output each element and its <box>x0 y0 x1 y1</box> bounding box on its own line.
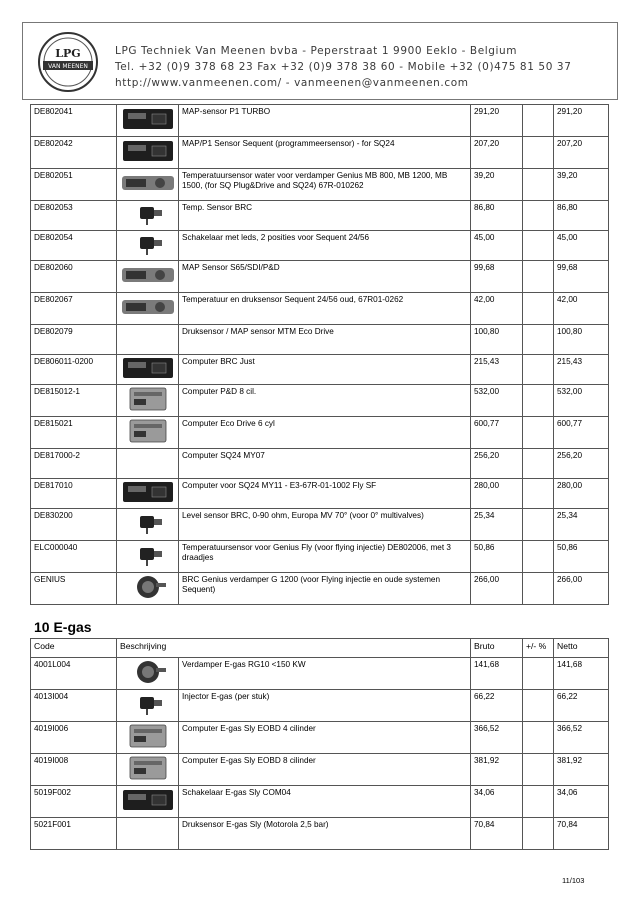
price-bruto: 381,92 <box>471 754 523 786</box>
product-description: MAP-sensor P1 TURBO <box>179 105 471 137</box>
page-number: 11/103 <box>562 876 585 885</box>
price-netto: 34,06 <box>554 786 609 818</box>
price-bruto: 42,00 <box>471 293 523 325</box>
product-code: DE830200 <box>31 509 117 541</box>
product-photo <box>120 479 176 508</box>
table-row <box>31 417 609 449</box>
product-code: DE802053 <box>31 201 117 231</box>
price-netto: 291,20 <box>554 105 609 137</box>
product-image <box>117 105 179 137</box>
price-netto: 381,92 <box>554 754 609 786</box>
price-netto: 215,43 <box>554 355 609 385</box>
table-row <box>31 261 609 293</box>
discount-percent <box>523 169 554 201</box>
column-header-netto: Netto <box>554 639 609 658</box>
product-description: Schakelaar E-gas Sly COM04 <box>179 786 471 818</box>
product-description: MAP Sensor S65/SDI/P&D <box>179 261 471 293</box>
product-photo <box>120 573 176 604</box>
price-netto: 45,00 <box>554 231 609 261</box>
product-code: DE817000-2 <box>31 449 117 479</box>
company-logo <box>37 31 99 93</box>
product-photo <box>120 294 176 323</box>
product-photo <box>120 787 176 816</box>
table-row <box>31 385 609 417</box>
product-image <box>117 658 179 690</box>
price-netto: 99,68 <box>554 261 609 293</box>
product-image <box>117 509 179 541</box>
price-netto: 70,84 <box>554 818 609 850</box>
price-bruto: 280,00 <box>471 479 523 509</box>
discount-percent <box>523 722 554 754</box>
product-code: GENIUS <box>31 573 117 605</box>
price-bruto: 66,22 <box>471 690 523 722</box>
product-description: Verdamper E-gas RG10 <150 KW <box>179 658 471 690</box>
product-image <box>117 690 179 722</box>
table-row <box>31 231 609 261</box>
table-row <box>31 137 609 169</box>
product-photo <box>120 542 176 571</box>
discount-percent <box>523 754 554 786</box>
product-image <box>117 325 179 355</box>
product-image <box>117 573 179 605</box>
product-table-egas <box>30 638 609 850</box>
table-row <box>31 325 609 355</box>
discount-percent <box>523 231 554 261</box>
product-description: Druksensor / MAP sensor MTM Eco Drive <box>179 325 471 355</box>
product-description: MAP/P1 Sensor Sequent (programmeersensor) - for SQ24 <box>179 137 471 169</box>
table-row <box>31 658 609 690</box>
price-bruto: 99,68 <box>471 261 523 293</box>
product-photo <box>120 722 176 753</box>
price-netto: 100,80 <box>554 325 609 355</box>
product-code: DE802054 <box>31 231 117 261</box>
column-header-code: Code <box>31 639 117 658</box>
price-netto: 207,20 <box>554 137 609 169</box>
discount-percent <box>523 479 554 509</box>
table-row <box>31 573 609 605</box>
discount-percent <box>523 417 554 449</box>
product-table-sensors <box>30 104 609 605</box>
product-image <box>117 417 179 449</box>
discount-percent <box>523 449 554 479</box>
product-description: Temperatuur en druksensor Sequent 24/56 oud, 67R01-0262 <box>179 293 471 325</box>
product-code: DE817010 <box>31 479 117 509</box>
product-description: Injector E-gas (per stuk) <box>179 690 471 722</box>
svg-text:LPG: LPG <box>55 47 81 60</box>
product-description: Computer E-gas Sly EOBD 8 cilinder <box>179 754 471 786</box>
product-image <box>117 818 179 850</box>
discount-percent <box>523 385 554 417</box>
discount-percent <box>523 293 554 325</box>
product-description: Computer Eco Drive 6 cyl <box>179 417 471 449</box>
product-image <box>117 541 179 573</box>
price-netto: 366,52 <box>554 722 609 754</box>
product-description: Computer BRC Just <box>179 355 471 385</box>
product-photo <box>120 754 176 785</box>
price-bruto: 50,86 <box>471 541 523 573</box>
price-netto: 39,20 <box>554 169 609 201</box>
product-code: DE802041 <box>31 105 117 137</box>
product-code: DE802067 <box>31 293 117 325</box>
column-header-description: Beschrijving <box>117 639 471 658</box>
discount-percent <box>523 786 554 818</box>
table-row <box>31 355 609 385</box>
price-bruto: 141,68 <box>471 658 523 690</box>
price-bruto: 291,20 <box>471 105 523 137</box>
table-row <box>31 169 609 201</box>
product-code: 4013I004 <box>31 690 117 722</box>
price-bruto: 34,06 <box>471 786 523 818</box>
price-bruto: 256,20 <box>471 449 523 479</box>
price-bruto: 215,43 <box>471 355 523 385</box>
product-image <box>117 137 179 169</box>
letterhead <box>22 22 618 100</box>
product-code: 4001L004 <box>31 658 117 690</box>
discount-percent <box>523 690 554 722</box>
price-bruto: 86,80 <box>471 201 523 231</box>
product-photo <box>120 355 176 384</box>
product-description: Temperatuursensor voor Genius Fly (voor flying injectie) DE802006, met 3 draadjes <box>179 541 471 573</box>
product-photo <box>120 691 176 720</box>
price-netto: 66,22 <box>554 690 609 722</box>
product-description: Temp. Sensor BRC <box>179 201 471 231</box>
table-row <box>31 690 609 722</box>
discount-percent <box>523 261 554 293</box>
product-code: DE802051 <box>31 169 117 201</box>
product-photo <box>120 385 176 416</box>
product-image <box>117 754 179 786</box>
price-bruto: 70,84 <box>471 818 523 850</box>
table-row <box>31 541 609 573</box>
table-row <box>31 786 609 818</box>
product-image <box>117 261 179 293</box>
table-row <box>31 509 609 541</box>
discount-percent <box>523 658 554 690</box>
product-description: Computer voor SQ24 MY11 - E3-67R-01-1002 Fly SF <box>179 479 471 509</box>
price-netto: 600,77 <box>554 417 609 449</box>
price-netto: 42,00 <box>554 293 609 325</box>
product-photo <box>120 510 176 539</box>
product-description: Temperatuursensor water voor verdamper Genius MB 800, MB 1200, MB 1500, (for SQ Plug&Drive and SQ24) 67R-010262 <box>179 169 471 201</box>
product-description: Computer P&D 8 cil. <box>179 385 471 417</box>
product-image <box>117 231 179 261</box>
price-netto: 256,20 <box>554 449 609 479</box>
table-row <box>31 754 609 786</box>
price-netto: 280,00 <box>554 479 609 509</box>
product-image <box>117 293 179 325</box>
discount-percent <box>523 201 554 231</box>
product-image <box>117 355 179 385</box>
product-image <box>117 786 179 818</box>
table-row <box>31 479 609 509</box>
discount-percent <box>523 573 554 605</box>
price-bruto: 600,77 <box>471 417 523 449</box>
product-description: Computer SQ24 MY07 <box>179 449 471 479</box>
column-header-percent: +/- % <box>523 639 554 658</box>
product-code: DE802042 <box>31 137 117 169</box>
product-image <box>117 385 179 417</box>
table-row <box>31 722 609 754</box>
product-code: DE802060 <box>31 261 117 293</box>
product-photo <box>120 138 176 167</box>
discount-percent <box>523 137 554 169</box>
product-code: DE806011-0200 <box>31 355 117 385</box>
table-header-row <box>31 639 609 658</box>
column-header-bruto: Bruto <box>471 639 523 658</box>
table-row <box>31 105 609 137</box>
section-title: 10 E-gas <box>34 619 92 635</box>
price-bruto: 25,34 <box>471 509 523 541</box>
price-bruto: 39,20 <box>471 169 523 201</box>
discount-percent <box>523 541 554 573</box>
product-code: 4019I008 <box>31 754 117 786</box>
discount-percent <box>523 818 554 850</box>
discount-percent <box>523 325 554 355</box>
price-netto: 25,34 <box>554 509 609 541</box>
product-image <box>117 449 179 479</box>
product-code: 5019F002 <box>31 786 117 818</box>
product-photo <box>120 106 176 135</box>
product-code: ELC000040 <box>31 541 117 573</box>
price-bruto: 366,52 <box>471 722 523 754</box>
svg-text:VAN MEENEN: VAN MEENEN <box>48 63 88 70</box>
product-description: Computer E-gas Sly EOBD 4 cilinder <box>179 722 471 754</box>
price-bruto: 45,00 <box>471 231 523 261</box>
product-photo <box>120 231 176 260</box>
product-image <box>117 722 179 754</box>
table-row <box>31 201 609 231</box>
price-bruto: 266,00 <box>471 573 523 605</box>
product-photo <box>120 201 176 230</box>
product-description: Level sensor BRC, 0-90 ohm, Europa MV 70° (voor 0° multivalves) <box>179 509 471 541</box>
product-image <box>117 479 179 509</box>
product-code: 4019I006 <box>31 722 117 754</box>
header-phone-line: Tel. +32 (0)9 378 68 23 Fax +32 (0)9 378 38 60 - Mobile +32 (0)475 81 50 37 <box>115 61 572 73</box>
product-code: 5021F001 <box>31 818 117 850</box>
product-code: DE815021 <box>31 417 117 449</box>
header-web-line: http://www.vanmeenen.com/ - vanmeenen@vanmeenen.com <box>115 77 469 89</box>
header-address-line: LPG Techniek Van Meenen bvba - Peperstraat 1 9900 Eeklo - Belgium <box>115 45 518 57</box>
product-photo <box>120 417 176 448</box>
product-image <box>117 169 179 201</box>
product-description: Druksensor E-gas Sly (Motorola 2,5 bar) <box>179 818 471 850</box>
price-bruto: 207,20 <box>471 137 523 169</box>
product-description: BRC Genius verdamper G 1200 (voor Flying injectie en oude systemen Sequent) <box>179 573 471 605</box>
discount-percent <box>523 355 554 385</box>
product-photo <box>120 170 176 199</box>
product-photo <box>120 262 176 291</box>
product-code: DE815012-1 <box>31 385 117 417</box>
product-description: Schakelaar met leds, 2 posities voor Sequent 24/56 <box>179 231 471 261</box>
table-row <box>31 818 609 850</box>
discount-percent <box>523 105 554 137</box>
price-netto: 86,80 <box>554 201 609 231</box>
discount-percent <box>523 509 554 541</box>
product-photo <box>120 658 176 689</box>
price-netto: 266,00 <box>554 573 609 605</box>
product-code: DE802079 <box>31 325 117 355</box>
product-image <box>117 201 179 231</box>
price-bruto: 532,00 <box>471 385 523 417</box>
price-bruto: 100,80 <box>471 325 523 355</box>
table-row <box>31 449 609 479</box>
table-row <box>31 293 609 325</box>
price-netto: 532,00 <box>554 385 609 417</box>
price-netto: 141,68 <box>554 658 609 690</box>
price-netto: 50,86 <box>554 541 609 573</box>
